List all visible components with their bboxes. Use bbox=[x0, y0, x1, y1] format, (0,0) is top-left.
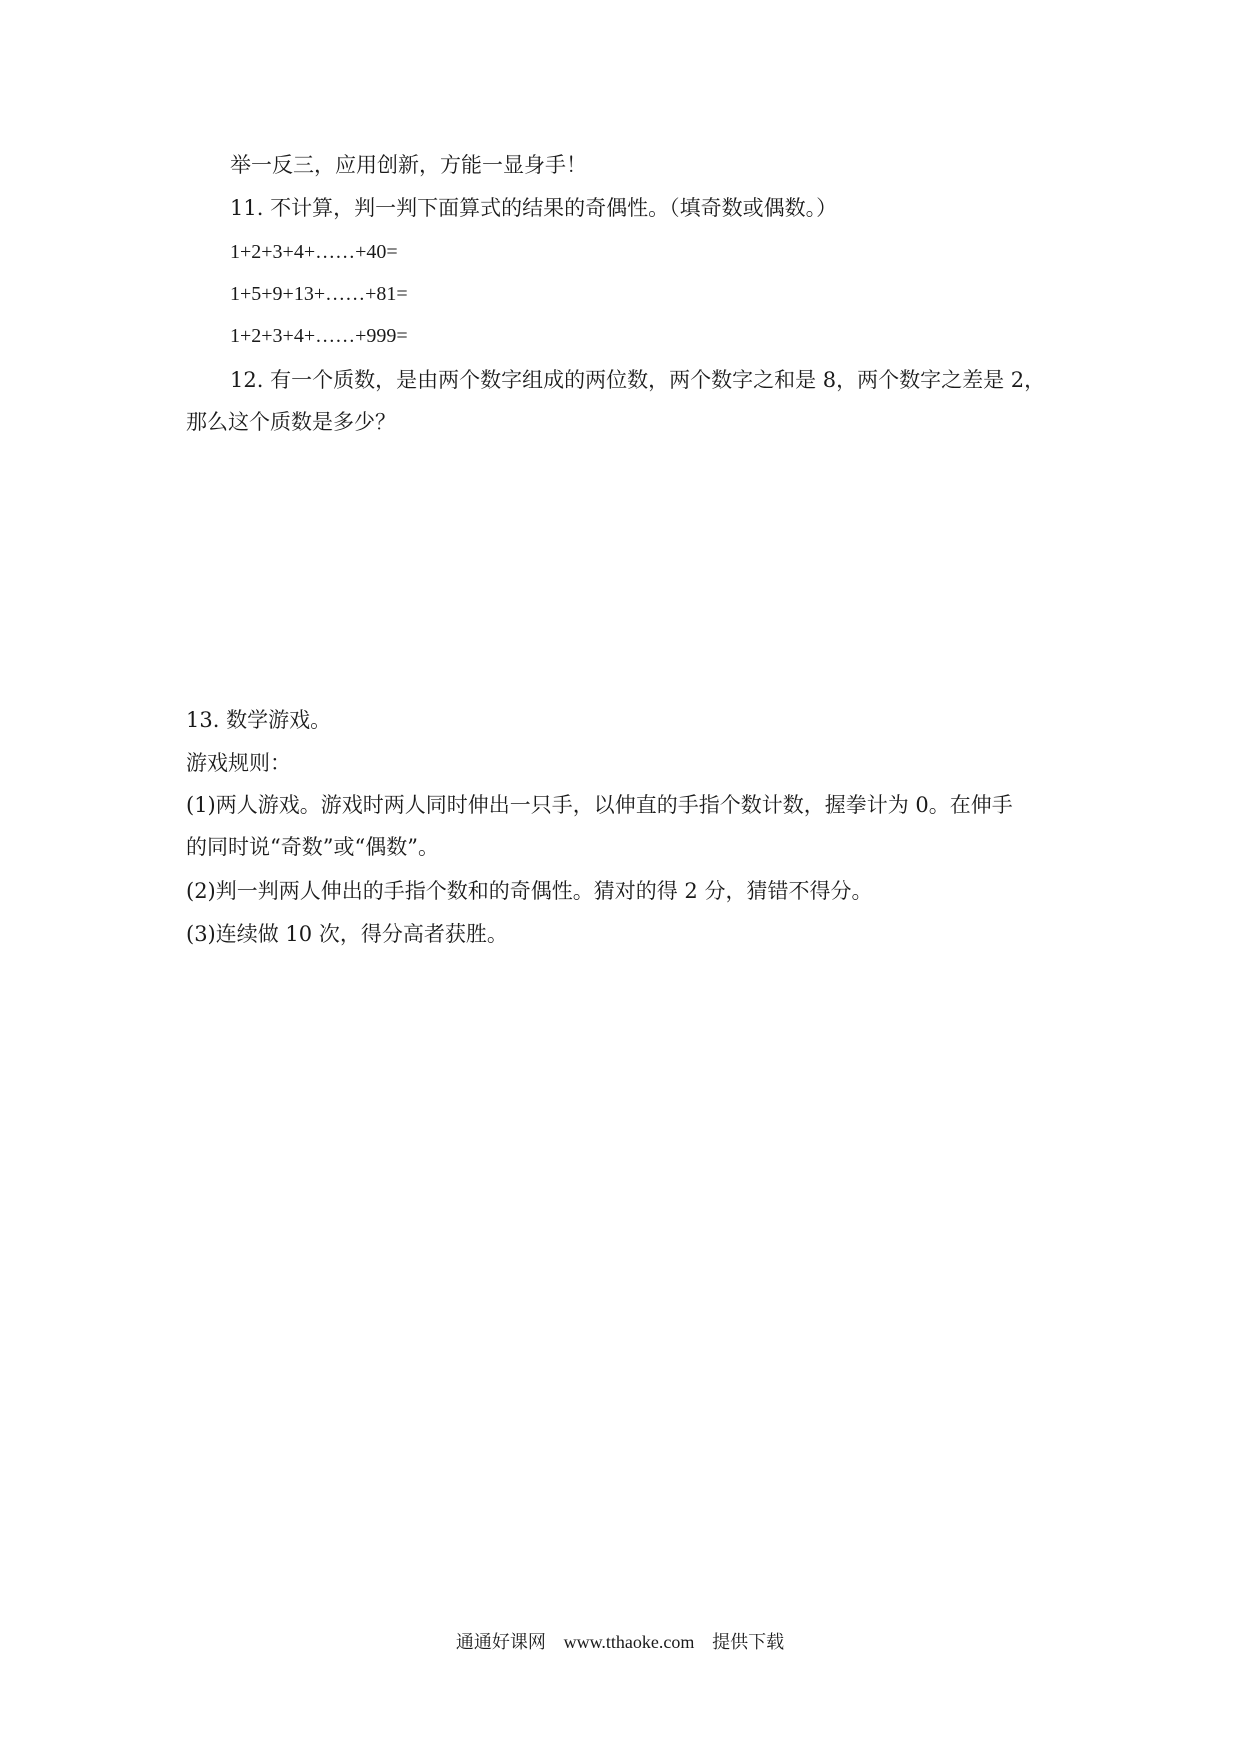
page-footer bbox=[0, 1630, 1240, 1655]
question-13-title: 13. 数学游戏。 bbox=[186, 708, 332, 732]
rules-heading: 游戏规则： bbox=[186, 751, 291, 775]
question-11-expression-3: 1+2+3+4+……+999= bbox=[230, 325, 408, 347]
rule-1-line-2: 的同时说“奇数”或“偶数”。 bbox=[186, 835, 439, 859]
question-11-prompt: 11. 不计算，判一判下面算式的结果的奇偶性。（填奇数或偶数。） bbox=[230, 196, 838, 220]
footer-note: 提供下载 bbox=[712, 1632, 785, 1653]
section-intro: 举一反三，应用创新，方能一显身手！ bbox=[230, 153, 587, 177]
question-12-line-2: 那么这个质数是多少？ bbox=[186, 410, 396, 434]
question-11-expression-1: 1+2+3+4+……+40= bbox=[230, 241, 398, 263]
question-11-expression-2: 1+5+9+13+……+81= bbox=[230, 283, 408, 305]
rule-2: (2)判一判两人伸出的手指个数和的奇偶性。猜对的得 2 分，猜错不得分。 bbox=[186, 879, 873, 903]
rule-1-line-1: (1)两人游戏。游戏时两人同时伸出一只手，以伸直的手指个数计数，握拳计为 0。在伸手 bbox=[186, 793, 1013, 817]
footer-brand: 通通好课网 bbox=[455, 1632, 546, 1653]
question-12-line-1: 12. 有一个质数，是由两个数字组成的两位数，两个数字之和是 8，两个数字之差是 2， bbox=[230, 368, 1046, 392]
rule-3: (3)连续做 10 次，得分高者获胜。 bbox=[186, 922, 508, 946]
footer-url[interactable]: www.tthaoke.com bbox=[563, 1632, 695, 1652]
